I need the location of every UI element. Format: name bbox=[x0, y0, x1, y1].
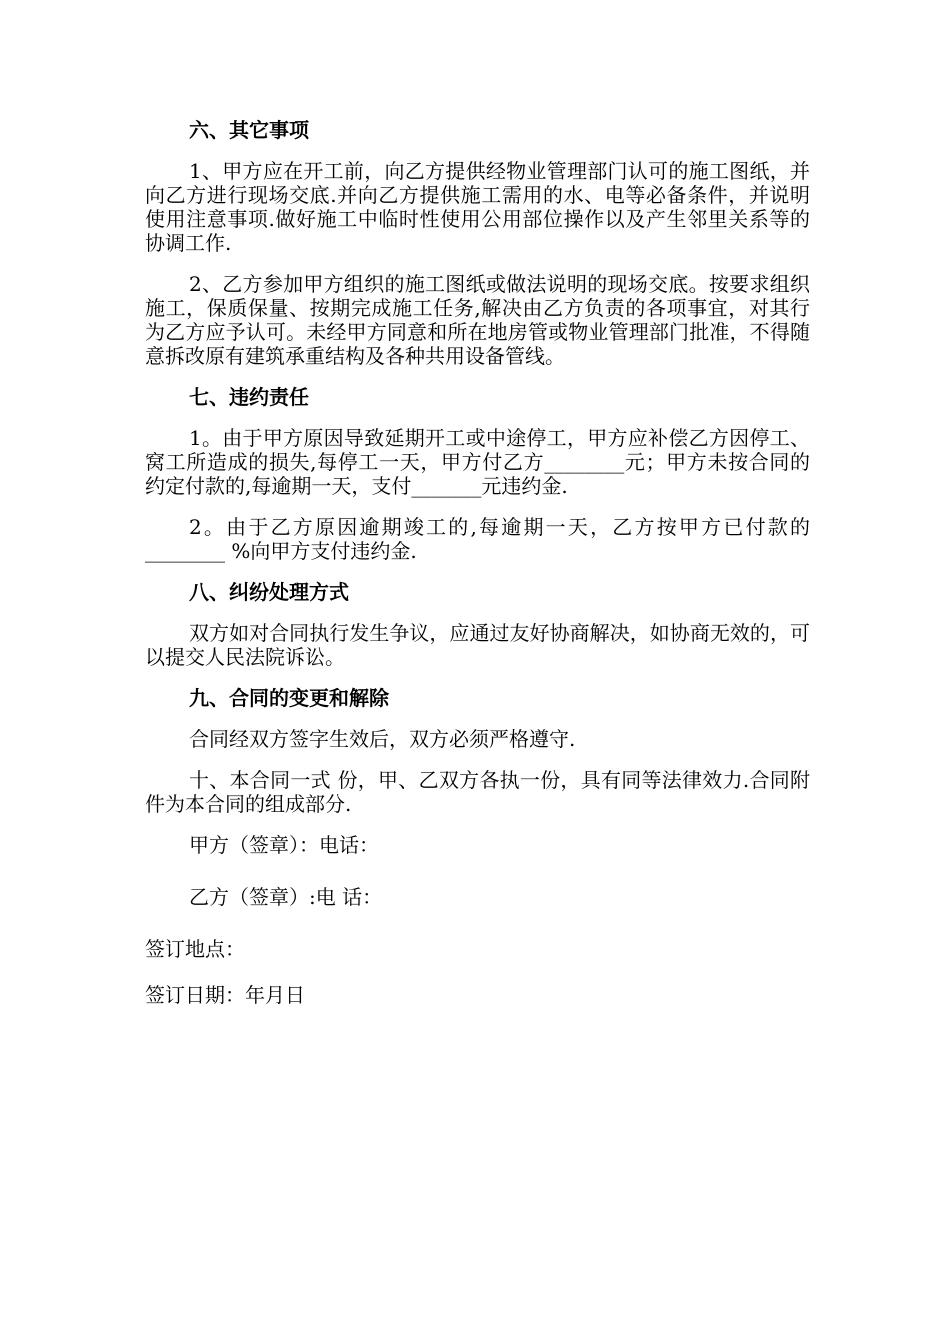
other-matters-clause-2: 2、乙方参加甲方组织的施工图纸或做法说明的现场交底。按要求组织施工，保质保量、按期完成施工任务,解决由乙方负责的各项事宜，对其行为乙方应予认可。未经甲方同意和所在地房管或物业管理部门批准，不得随意拆改原有建筑承重结构及各种共用设备管线。 bbox=[145, 272, 810, 368]
sign-place: 签订地点： bbox=[145, 937, 245, 961]
copies-clause: 十、本合同一式 份，甲、乙双方各执一份，具有同等法律效力.合同附件为本合同的组成部分. bbox=[145, 768, 810, 816]
change-clause: 合同经双方签字生效后，双方必须严格遵守. bbox=[189, 727, 576, 751]
section-heading-breach-liability: 七、违约责任 bbox=[189, 385, 309, 409]
section-heading-other-matters: 六、其它事项 bbox=[189, 118, 309, 142]
section-heading-change-termination: 九、合同的变更和解除 bbox=[189, 686, 389, 710]
sign-date: 签订日期：年月日 bbox=[145, 983, 305, 1007]
contract-body bbox=[145, 118, 810, 1029]
section-heading-dispute-resolution: 八、纠纷处理方式 bbox=[189, 580, 349, 604]
party-b-signature: 乙方（签章）:电 话： bbox=[189, 885, 383, 909]
breach-clause-2: 2。由于乙方原因逾期竣工的,每逾期一天，乙方按甲方已付款的________ %向甲方支付违约金. bbox=[145, 515, 810, 563]
breach-clause-1: 1。由于甲方原因导致延期开工或中途停工，甲方应补偿乙方因停工、窝工所造成的损失,每停工一天，甲方付乙方________元；甲方未按合同的约定付款的,每逾期一天，支付_______元违约金. bbox=[145, 426, 810, 498]
party-a-signature: 甲方（签章）：电话： bbox=[189, 833, 379, 857]
dispute-clause: 双方如对合同执行发生争议，应通过友好协商解决，如协商无效的，可以提交人民法院诉讼。 bbox=[145, 621, 810, 669]
other-matters-clause-1: 1、甲方应在开工前，向乙方提供经物业管理部门认可的施工图纸，并向乙方进行现场交底.并向乙方提供施工需用的水、电等必备条件，并说明使用注意事项.做好施工中临时性使用公用部位操作以及产生邻里关系等的协调工作. bbox=[145, 159, 810, 255]
